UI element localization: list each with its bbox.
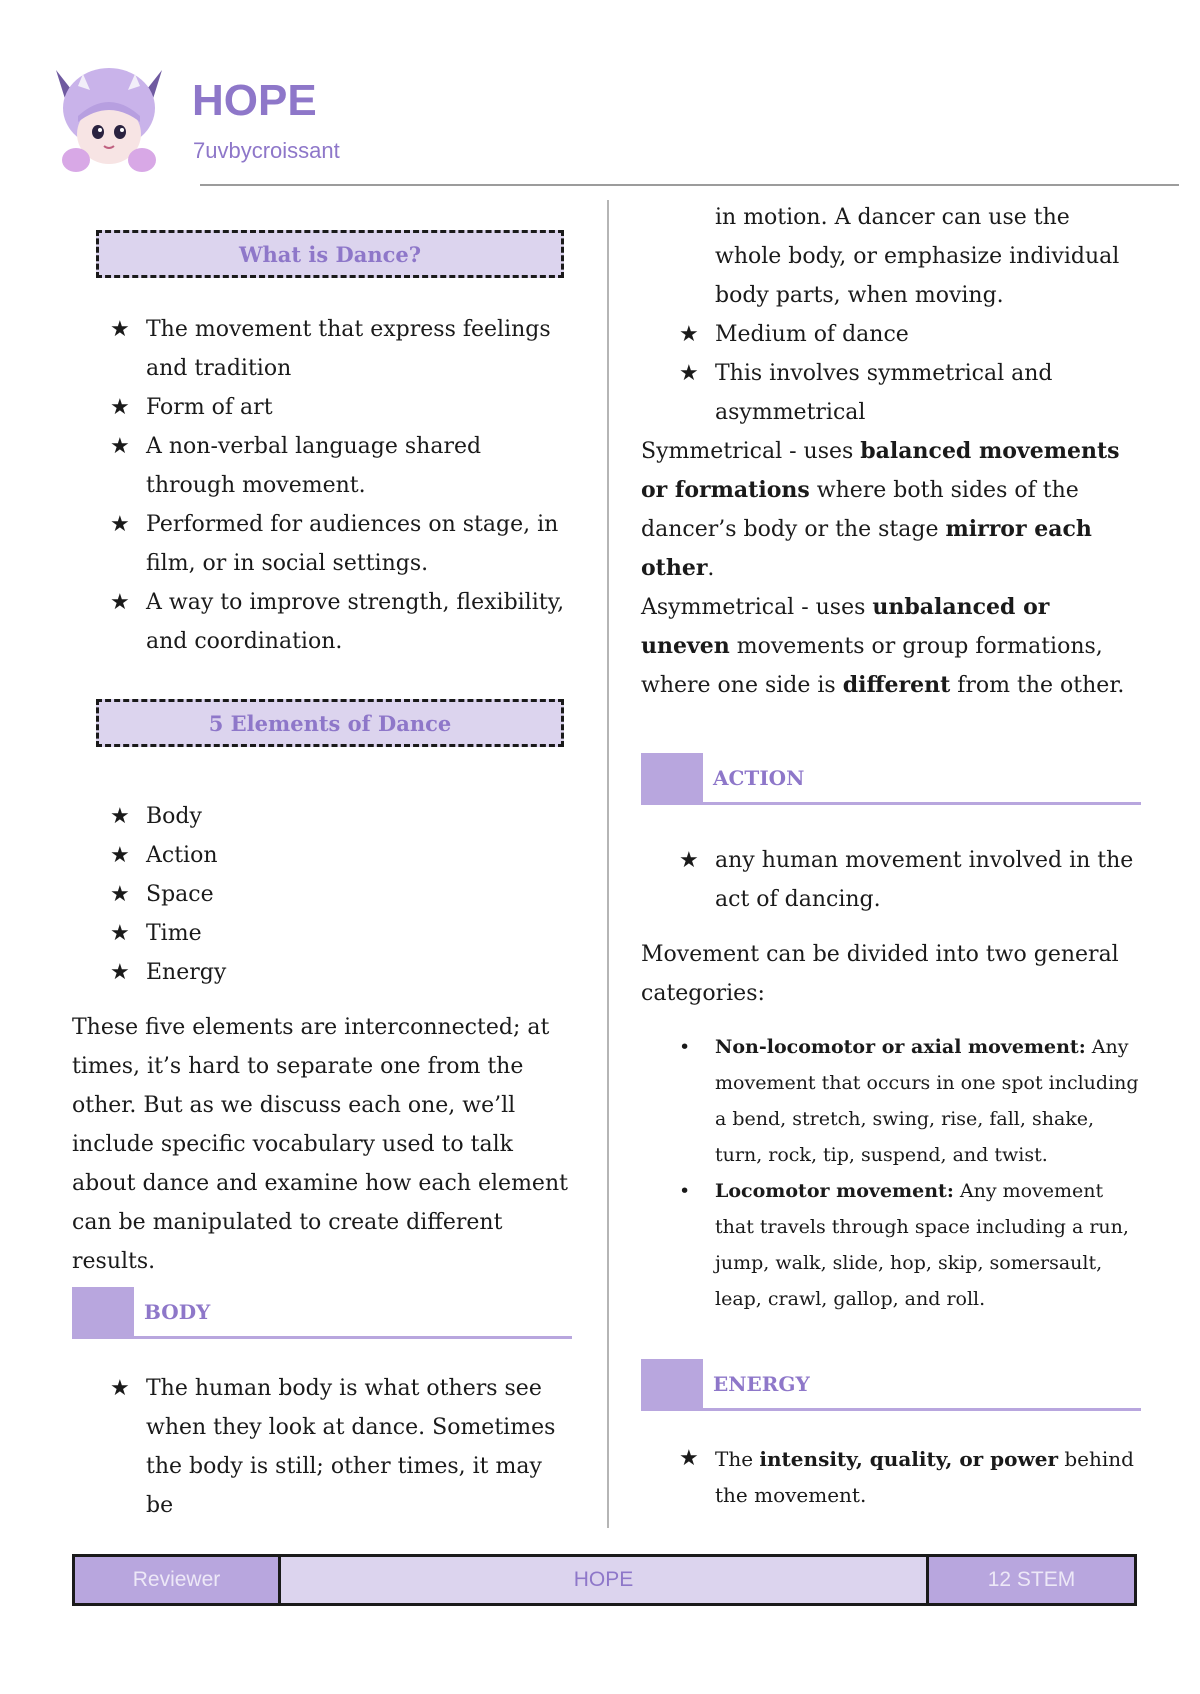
movement-categories-list — [641, 1029, 1141, 1317]
body-section-heading — [72, 1287, 572, 1339]
star-icon: ★ — [110, 590, 130, 615]
heading-rule — [134, 1336, 572, 1339]
list-item: ★ Time — [72, 914, 572, 953]
star-icon: ★ — [110, 843, 130, 868]
energy-list — [641, 1441, 1141, 1513]
list-item: ★ Space — [72, 875, 572, 914]
footer-right-label: 12 STEM — [929, 1557, 1134, 1603]
star-icon: ★ — [110, 921, 130, 946]
star-icon: ★ — [679, 322, 699, 347]
list-item: ★ Performed for audiences on stage, in film, or in social settings. — [72, 505, 572, 583]
list-item: ★ The intensity, quality, or power behind the movement. — [641, 1441, 1141, 1513]
list-item: ★ Energy — [72, 953, 572, 992]
star-icon: ★ — [679, 848, 699, 873]
body-list — [72, 1369, 572, 1525]
footer-left-label: Reviewer — [75, 1557, 281, 1603]
energy-section-heading — [641, 1359, 1141, 1411]
list-item: ★ Form of art — [72, 388, 572, 427]
star-icon: ★ — [110, 395, 130, 420]
heading-label: ENERGY — [713, 1372, 810, 1396]
movement-intro: Movement can be divided into two general categories: — [641, 942, 1119, 1006]
symmetrical-paragraph: Symmetrical - uses balanced movements or formations where both sides of the dancer’s body or the stage mirror each other. — [641, 438, 1120, 581]
list-item: ★ A non-verbal language shared through movement. — [72, 427, 572, 505]
author-name: 7uvbycroissant — [193, 138, 340, 163]
dance-definition-list — [72, 310, 572, 661]
heading-label: ACTION — [713, 766, 805, 790]
list-item: ★ This involves symmetrical and asymmetrical — [641, 354, 1141, 432]
heading-rule — [703, 1408, 1141, 1411]
heading-accent-block — [72, 1287, 134, 1339]
list-item: ★ The human body is what others see when they look at dance. Sometimes the body is still; other times, it may be — [72, 1369, 572, 1525]
list-item-continued: in motion. A dancer can use the whole body, or emphasize individual body parts, when moving. — [715, 205, 1120, 308]
list-item: ★ A way to improve strength, flexibility, and coordination. — [72, 583, 572, 661]
page-header — [48, 58, 1148, 198]
body-continued-list — [641, 198, 1141, 432]
page-title: HOPE — [192, 76, 317, 125]
star-icon: ★ — [679, 1446, 699, 1471]
star-icon: ★ — [110, 882, 130, 907]
elements-heading: 5 Elements of Dance — [96, 699, 564, 747]
heading-rule — [703, 802, 1141, 805]
character-avatar — [48, 58, 170, 176]
star-icon: ★ — [110, 317, 130, 342]
elements-list — [72, 797, 572, 992]
what-is-dance-heading: What is Dance? — [96, 230, 564, 278]
page-footer — [72, 1554, 1137, 1606]
heading-label: BODY — [144, 1300, 211, 1324]
column-divider — [607, 200, 609, 1528]
heading-accent-block — [641, 1359, 703, 1411]
footer-center-label: HOPE — [281, 1557, 929, 1603]
list-item: ★ any human movement involved in the act of dancing. — [641, 841, 1141, 919]
star-icon: ★ — [110, 434, 130, 459]
list-item: • Non-locomotor or axial movement: Any movement that occurs in one spot including a bend, stretch, swing, rise, fall, shake, turn, rock, tip, suspend, and twist. — [641, 1029, 1141, 1173]
list-item: ★ The movement that express feelings and tradition — [72, 310, 572, 388]
list-item: ★ Action — [72, 836, 572, 875]
asymmetrical-paragraph: Asymmetrical - uses unbalanced or uneven movements or group formations, where one side is different from the other. — [641, 594, 1125, 698]
star-icon: ★ — [110, 804, 130, 829]
star-icon: ★ — [679, 361, 699, 386]
right-column — [641, 198, 1141, 1513]
bullet-icon: • — [679, 1180, 691, 1202]
action-section-heading — [641, 753, 1141, 805]
header-divider — [200, 184, 1179, 186]
action-list — [641, 841, 1141, 919]
list-item: • Locomotor movement: Any movement that travels through space including a run, jump, walk, slide, hop, skip, somersault, leap, crawl, gallop, and roll. — [641, 1173, 1141, 1317]
star-icon: ★ — [110, 512, 130, 537]
left-column — [72, 198, 572, 1525]
interconnected-paragraph: These five elements are interconnected; at times, it’s hard to separate one from the other. But as we discuss each one, we’ll include specific vocabulary used to talk about dance and examine how each element can be manipulated to create different results. — [72, 1015, 568, 1274]
list-item: ★ Body — [72, 797, 572, 836]
star-icon: ★ — [110, 960, 130, 985]
list-item: ★ Medium of dance — [641, 315, 1141, 354]
bullet-icon: • — [679, 1036, 691, 1058]
heading-accent-block — [641, 753, 703, 805]
star-icon: ★ — [110, 1376, 130, 1401]
